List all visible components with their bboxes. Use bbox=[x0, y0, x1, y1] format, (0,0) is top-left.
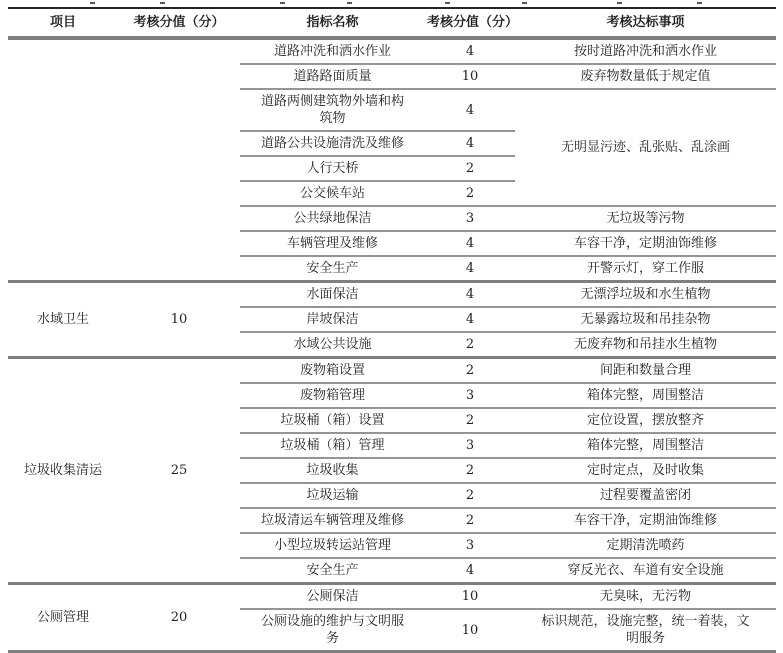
score-cell: 3 bbox=[425, 383, 515, 408]
indicator-cell bbox=[240, 38, 425, 64]
indicator-cell bbox=[240, 131, 425, 156]
tick-mark bbox=[445, 2, 450, 4]
score-cell: 2 bbox=[425, 508, 515, 533]
table-header bbox=[8, 8, 776, 38]
score-cell: 2 bbox=[425, 358, 515, 384]
standard-text: 定位设置，摆放整齐 bbox=[586, 413, 704, 428]
standard-text: 无漂浮垃圾和水生植物 bbox=[580, 287, 711, 302]
indicator-text: 岸坡保洁 bbox=[306, 312, 359, 327]
score-cell: 2 bbox=[425, 156, 515, 181]
header-project: 项目 bbox=[8, 8, 118, 38]
indicator-text: 车辆管理及维修 bbox=[286, 236, 378, 251]
indicator-cell bbox=[240, 256, 425, 282]
header-indicator: 指标名称 bbox=[240, 8, 425, 38]
indicator-text: 公厕设施的维护与文明服务 bbox=[260, 614, 404, 646]
indicator-text: 安全生产 bbox=[306, 563, 359, 578]
indicator-text: 公厕保洁 bbox=[306, 589, 359, 604]
score-cell: 4 bbox=[425, 558, 515, 584]
standard-cell bbox=[515, 609, 776, 652]
tick-mark bbox=[617, 2, 622, 4]
project-cell: 水域卫生 bbox=[8, 282, 118, 358]
score-cell: 10 bbox=[425, 584, 515, 610]
indicator-text: 道路冲洗和洒水作业 bbox=[273, 44, 391, 59]
indicator-text: 垃圾桶（箱）管理 bbox=[280, 438, 385, 453]
table-row bbox=[8, 584, 776, 610]
project-cell: 垃圾收集清运 bbox=[8, 358, 118, 584]
score-cell: 4 bbox=[425, 307, 515, 332]
indicator-cell bbox=[240, 584, 425, 610]
tick-mark bbox=[522, 2, 527, 4]
score-cell: 4 bbox=[425, 231, 515, 256]
standard-cell bbox=[515, 64, 776, 89]
score-cell: 4 bbox=[425, 89, 515, 131]
standard-cell bbox=[515, 584, 776, 610]
indicator-text: 公交候车站 bbox=[299, 186, 365, 201]
indicator-cell bbox=[240, 408, 425, 433]
standard-text: 废弃物数量低于规定值 bbox=[580, 69, 711, 84]
indicator-cell bbox=[240, 383, 425, 408]
indicator-cell bbox=[240, 64, 425, 89]
project-score-cell: 20 bbox=[118, 584, 240, 652]
score-cell: 10 bbox=[425, 609, 515, 652]
standard-cell bbox=[515, 533, 776, 558]
score-cell: 2 bbox=[425, 181, 515, 206]
standard-cell bbox=[515, 256, 776, 282]
indicator-cell bbox=[240, 307, 425, 332]
project-cell: 公厕管理 bbox=[8, 584, 118, 652]
table-row bbox=[8, 358, 776, 384]
indicator-cell bbox=[240, 558, 425, 584]
section-water-area bbox=[8, 282, 776, 358]
header-score-2: 考核分值（分） bbox=[425, 8, 515, 38]
project-score-cell: 10 bbox=[118, 282, 240, 358]
indicator-cell bbox=[240, 156, 425, 181]
standard-text: 开警示灯，穿工作服 bbox=[586, 261, 704, 276]
standard-text: 车容干净，定期油饰维修 bbox=[573, 513, 717, 528]
standard-text: 过程要覆盖密闭 bbox=[599, 488, 691, 503]
indicator-text: 小型垃圾转运站管理 bbox=[273, 538, 391, 553]
indicator-cell bbox=[240, 508, 425, 533]
score-cell: 10 bbox=[425, 64, 515, 89]
score-cell: 3 bbox=[425, 533, 515, 558]
project-cell bbox=[8, 38, 118, 282]
standard-cell bbox=[515, 307, 776, 332]
standard-cell bbox=[515, 231, 776, 256]
indicator-text: 垃圾运输 bbox=[306, 488, 359, 503]
project-score-cell: 25 bbox=[118, 358, 240, 584]
table-row bbox=[8, 38, 776, 64]
standard-cell bbox=[515, 206, 776, 231]
standard-text: 无废弃物和吊挂水生植物 bbox=[573, 337, 717, 352]
standard-text: 间距和数量合理 bbox=[599, 363, 691, 378]
score-cell: 2 bbox=[425, 332, 515, 358]
standard-text: 定时定点，及时收集 bbox=[586, 463, 704, 478]
indicator-cell bbox=[240, 89, 425, 131]
indicator-cell bbox=[240, 533, 425, 558]
indicator-text: 废物箱设置 bbox=[299, 363, 365, 378]
standard-text: 无垃圾等污物 bbox=[606, 211, 685, 226]
score-cell: 2 bbox=[425, 458, 515, 483]
indicator-cell bbox=[240, 206, 425, 231]
header-row bbox=[8, 8, 776, 38]
tick-mark bbox=[160, 2, 165, 4]
indicator-cell bbox=[240, 282, 425, 308]
standard-cell bbox=[515, 383, 776, 408]
indicator-text: 垃圾收集 bbox=[306, 463, 359, 478]
indicator-cell bbox=[240, 609, 425, 652]
indicator-text: 垃圾桶（箱）设置 bbox=[280, 413, 385, 428]
tick-mark bbox=[347, 2, 352, 4]
indicator-text: 公共绿地保洁 bbox=[293, 211, 372, 226]
indicator-text: 道路两侧建筑物外墙和构筑物 bbox=[260, 94, 404, 126]
assessment-criteria-table bbox=[8, 7, 776, 653]
standard-cell bbox=[515, 282, 776, 308]
standard-cell bbox=[515, 558, 776, 584]
standard-cell bbox=[515, 408, 776, 433]
score-cell: 4 bbox=[425, 131, 515, 156]
standard-cell bbox=[515, 508, 776, 533]
standard-cell bbox=[515, 358, 776, 384]
indicator-cell bbox=[240, 181, 425, 206]
score-cell: 4 bbox=[425, 282, 515, 308]
score-cell: 4 bbox=[425, 256, 515, 282]
indicator-text: 人行天桥 bbox=[306, 161, 359, 176]
standard-cell bbox=[515, 483, 776, 508]
standard-text: 无臭味，无污物 bbox=[599, 589, 691, 604]
standard-text: 车容干净，定期油饰维修 bbox=[573, 236, 717, 251]
standard-text: 箱体完整，周围整洁 bbox=[586, 438, 704, 453]
standard-cell bbox=[515, 38, 776, 64]
section-road-cleaning bbox=[8, 38, 776, 282]
indicator-cell bbox=[240, 483, 425, 508]
indicator-cell bbox=[240, 433, 425, 458]
score-cell: 2 bbox=[425, 408, 515, 433]
indicator-text: 安全生产 bbox=[306, 261, 359, 276]
score-cell: 3 bbox=[425, 206, 515, 231]
indicator-text: 道路公共设施清洗及维修 bbox=[260, 136, 404, 151]
standard-cell bbox=[515, 332, 776, 358]
header-score-1: 考核分值（分） bbox=[118, 8, 240, 38]
standard-cell bbox=[515, 458, 776, 483]
tick-mark bbox=[90, 2, 95, 4]
section-public-toilet bbox=[8, 584, 776, 652]
indicator-cell bbox=[240, 332, 425, 358]
indicator-text: 垃圾清运车辆管理及维修 bbox=[260, 513, 404, 528]
standard-text: 无明显污迹、乱张贴、乱涂画 bbox=[560, 140, 730, 155]
tick-mark bbox=[697, 2, 702, 4]
indicator-text: 道路路面质量 bbox=[293, 69, 372, 84]
standard-text: 定期清洗喷药 bbox=[606, 538, 685, 553]
indicator-text: 水面保洁 bbox=[306, 287, 359, 302]
standard-cell bbox=[515, 433, 776, 458]
standard-text: 按时道路冲洗和洒水作业 bbox=[573, 44, 717, 59]
indicator-cell bbox=[240, 358, 425, 384]
standard-text: 标识规范，设施完整，统一着装，文明服务 bbox=[541, 614, 750, 646]
indicator-text: 水域公共设施 bbox=[293, 337, 372, 352]
table-row bbox=[8, 282, 776, 308]
tick-mark bbox=[280, 2, 285, 4]
standard-text: 穿反光衣、车道有安全设施 bbox=[567, 563, 724, 578]
standard-text: 箱体完整，周围整洁 bbox=[586, 388, 704, 403]
score-cell: 3 bbox=[425, 433, 515, 458]
project-score-cell bbox=[118, 38, 240, 282]
section-garbage-collection bbox=[8, 358, 776, 584]
indicator-cell bbox=[240, 231, 425, 256]
indicator-text: 废物箱管理 bbox=[299, 388, 365, 403]
standard-cell-merged bbox=[515, 89, 776, 206]
standard-text: 无暴露垃圾和吊挂杂物 bbox=[580, 312, 711, 327]
score-cell: 4 bbox=[425, 38, 515, 64]
score-cell: 2 bbox=[425, 483, 515, 508]
header-standard: 考核达标事项 bbox=[515, 8, 776, 38]
indicator-cell bbox=[240, 458, 425, 483]
